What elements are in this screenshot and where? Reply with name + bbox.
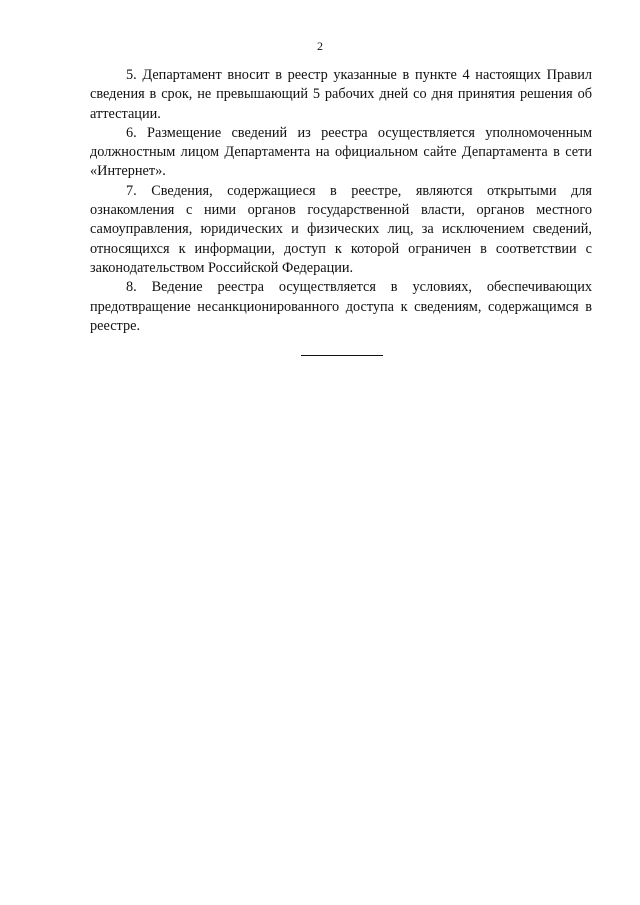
paragraph-8: 8. Ведение реестра осуществляется в условиях, обеспечивающих предотвращение несанкционированного доступа к сведениям, содержащимся в реестре.	[90, 279, 592, 334]
page-number: 2	[317, 39, 323, 53]
paragraph-6: 6. Размещение сведений из реестра осуществляется уполномоченным должностным лицом Департамента на официальном сайте Департамента в сети «Интернет».	[90, 124, 592, 180]
paragraph-5: 5. Департамент вносит в реестр указанные в пункте 4 настоящих Правил сведения в срок, не превышающий 5 рабочих дней со дня принятия решения об аттестации.	[90, 67, 592, 122]
closing-divider	[301, 355, 383, 356]
document-body	[90, 66, 592, 336]
paragraph-7: 7. Сведения, содержащиеся в реестре, являются открытыми для ознакомления с ними органов государственной власти, органов местного самоуправления, юридических и физических лиц, за исключением сведений, относящихся к информации, доступ к которой ограничен в соответствии с законодательством Российской Федерации.	[90, 182, 592, 276]
